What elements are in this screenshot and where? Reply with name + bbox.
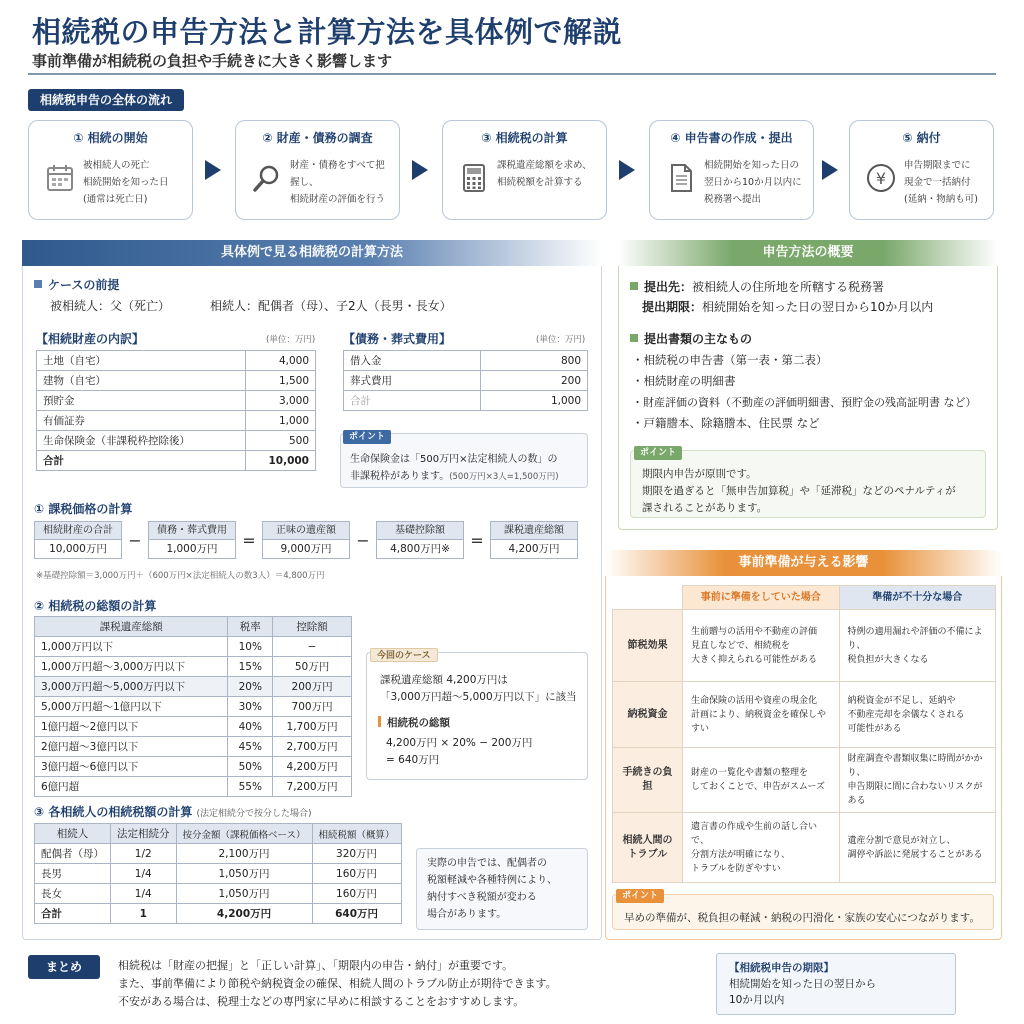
point-text: 課されることがあります。 (642, 502, 768, 514)
table-cell: 6億円超 (35, 777, 228, 797)
flow-step-title: ④ 申告書の作成・提出 (670, 131, 793, 145)
table-row (35, 864, 402, 884)
this-case-line1: 課税遺産総額 4,200万円は (380, 674, 508, 686)
doc-item: ・戸籍謄本、除籍謄本、住民票 など (632, 416, 820, 430)
table-row (37, 391, 316, 411)
doc-item: ・相続税の申告書（第一表・第二表） (632, 353, 828, 367)
table-cell: 2,100万円 (176, 844, 312, 864)
point-label: ポイント (634, 446, 682, 460)
table-cell: 1億円超～2億円以下 (35, 717, 228, 737)
flow-step-5 (849, 120, 994, 220)
table-row (35, 737, 352, 757)
table-cell: 1,700万円 (273, 717, 352, 737)
step2-title: ② 相続税の総額の計算 (34, 599, 157, 613)
table-cell: 15% (228, 657, 273, 677)
table-cell: 生命保険の活用や資産の現金化 計画により、納税資金を確保しやすい (683, 682, 840, 748)
prep-effect-table (612, 585, 996, 883)
flow-arrow-icon (412, 160, 428, 180)
page-title: 相続税の申告方法と計算方法を具体例で解説 (32, 15, 623, 49)
doc-item: ・財産評価の資料（不動産の評価明細書、預貯金の残高証明書 など） (632, 396, 977, 409)
table-cell: 200 (480, 371, 587, 391)
table-cell: 40% (228, 717, 273, 737)
debts-title: 【債務・葬式費用】 (343, 332, 452, 346)
table-row (35, 777, 352, 797)
table-cell: 4,200万円 (176, 904, 312, 924)
flow-step-text: 課税遺産総額を求め、 相続税額を計算する (497, 160, 592, 188)
calc-box: 相続財産の合計 10,000万円 (34, 521, 122, 559)
table-cell: 700万円 (273, 697, 352, 717)
table-cell: 3,000 (246, 391, 316, 411)
table-cell: 1 (111, 904, 177, 924)
case-heirs: 相続人：配偶者（母）、子2人（長男・長女） (210, 299, 452, 313)
assets-title: 【相続財産の内訳】 (36, 332, 145, 346)
filing-overview-heading: 申告方法の概要 (618, 240, 998, 266)
table-row-total (37, 451, 316, 471)
table-cell: 5,000万円超～1億円以下 (35, 697, 228, 717)
table-header-cell: 課税遺産総額 (35, 617, 228, 637)
table-cell: 相続人間の トラブル (613, 813, 683, 883)
doc-item: ・相続財産の明細書 (632, 374, 736, 388)
calculator-icon (457, 161, 491, 195)
flow-step-1 (28, 120, 193, 220)
point-label: ポイント (343, 430, 391, 444)
flow-step-3 (442, 120, 607, 220)
flow-arrow-icon (205, 160, 221, 180)
page-subtitle: 事前準備が相続税の負担や手続きに大きく影響します (32, 52, 393, 70)
table-element (35, 617, 352, 637)
flow-step-text: 相続開始を知った日の 翌日から10か月以内に 税務署へ提出 (704, 160, 802, 205)
point-label: ポイント (616, 889, 664, 903)
this-case-line2: 「3,000万円超～5,000万円以下」に該当 (380, 691, 577, 703)
table-cell: 有価証券 (37, 411, 246, 431)
table-cell: 1,500 (246, 371, 316, 391)
table-cell: 節税効果 (613, 610, 683, 682)
point-text: 期限内申告が原則です。 (642, 468, 757, 480)
table-cell: 55% (228, 777, 273, 797)
table-row (613, 813, 996, 883)
deadline-box: 【相続税申告の期限】 相続開始を知った日の翌日から 10か月以内 (716, 953, 956, 1015)
table-cell: 500 (246, 431, 316, 451)
table-row (37, 371, 316, 391)
table-cell: 準備が不十分な場合 (839, 586, 996, 610)
flow-step-text: 被相続人の死亡 相続開始を知った日 (通常は死亡日) (83, 160, 169, 205)
step1-note: ※基礎控除額＝3,000万円＋（600万円×法定相続人の数3人）＝4,800万円 (36, 571, 325, 581)
table-cell: 1,000 (480, 391, 587, 411)
table-cell: 土地（自宅） (37, 351, 246, 371)
flow-step-2 (235, 120, 400, 220)
flow-step-title: ③ 相続税の計算 (481, 131, 568, 145)
table-cell: 1,050万円 (176, 884, 312, 904)
table-cell: 3億円超～6億円以下 (35, 757, 228, 777)
table-element (613, 586, 996, 610)
point-text: 非課税枠があります。(500万円×3人=1,500万円) (350, 471, 559, 482)
summary-label: まとめ (28, 955, 100, 979)
table-cell: 3,000万円超～5,000万円以下 (35, 677, 228, 697)
table-cell: 1,000万円超～3,000万円以下 (35, 657, 228, 677)
table-cell: 2億円超～3億円以下 (35, 737, 228, 757)
table-cell: 50% (228, 757, 273, 777)
table-cell: 葬式費用 (344, 371, 481, 391)
table-cell: 財産調査や書類収集に時間がかかり、 申告期限に間に合わないリスクがある (839, 748, 996, 813)
table-cell: 4,200万円 (273, 757, 352, 777)
equals-operator: = (242, 530, 256, 550)
rate-table (34, 616, 352, 797)
calc-box: 正味の遺産額 9,000万円 (262, 521, 350, 559)
table-cell: 遺言書の作成や生前の話し合いで、 分割方法が明確になり、 トラブルを防ぎやすい (683, 813, 840, 883)
this-case-label: 今回のケース (370, 648, 438, 662)
table-row (35, 844, 402, 864)
calendar-icon (43, 161, 77, 195)
table-cell: 特例の適用漏れや評価の不備により、 税負担が大きくなる (839, 610, 996, 682)
step3-title: ③ 各相続人の相続税額の計算 (法定相続分で按分した場合) (34, 805, 312, 819)
submit-deadline: 提出期限：相続開始を知った日の翌日から10か月以内 (642, 300, 934, 314)
table-cell: 建物（自宅） (37, 371, 246, 391)
table-header-cell: 税率 (228, 617, 273, 637)
table-row (37, 411, 316, 431)
table-cell: 640万円 (312, 904, 401, 924)
note-box: 実際の申告では、配偶者の 税額軽減や各種特例により、 納付すべき税額が変わる 場合があります。 (416, 848, 588, 930)
table-row (344, 391, 588, 411)
table-cell: 手続きの負担 (613, 748, 683, 813)
table-cell: 200万円 (273, 677, 352, 697)
table-row (344, 371, 588, 391)
table-row (35, 677, 352, 697)
table-cell: 事前に準備をしていた場合 (683, 586, 840, 610)
table-cell (613, 586, 683, 610)
calc-box: 課税遺産総額 4,200万円 (490, 521, 578, 559)
flow-arrow-icon (619, 160, 635, 180)
table-cell: 7,200万円 (273, 777, 352, 797)
table-cell: 800 (480, 351, 587, 371)
table-cell: 長女 (35, 884, 111, 904)
debts-unit: (単位：万円) (536, 335, 586, 345)
table-cell: 1,050万円 (176, 864, 312, 884)
table-cell: 10,000 (246, 451, 316, 471)
minus-operator: − (128, 530, 142, 550)
summary-text: 相続税は「財産の把握」と「正しい計算」、「期限内の申告・納付」が重要です。 また、事前準備により節税や納税資金の確保、相続人間のトラブル防止が期待できます。 不安がある場合は、税理士などの専門家に早めに相談することをおすすめします。 (118, 959, 557, 1008)
step1-title: ① 課税価格の計算 (34, 502, 133, 516)
table-header-cell: 按分金額（課税価格ベース） (176, 824, 312, 844)
table-row (35, 657, 352, 677)
table-cell: 30% (228, 697, 273, 717)
point-text: 生命保険金は「500万円×法定相続人の数」の (350, 454, 558, 465)
table-header-cell: 相続税額（概算） (312, 824, 401, 844)
calc-box: 債務・葬式費用 1,000万円 (148, 521, 236, 559)
table-cell: 納税資金 (613, 682, 683, 748)
document-icon (664, 161, 698, 195)
total-tax-subtitle: 相続税の総額 (378, 715, 450, 730)
table-cell: 45% (228, 737, 273, 757)
table-row (613, 610, 996, 682)
case-decedent: 被相続人：父（死亡） (50, 299, 171, 313)
point-text: 早めの準備が、税負担の軽減・納税の円滑化・家族の安心につながります。 (624, 912, 980, 924)
table-row (613, 748, 996, 813)
flow-step-text: 財産・債務をすべて把握し、 相続財産の評価を行う (290, 160, 386, 205)
table-cell: 1,000 (246, 411, 316, 431)
table-cell: 合計 (35, 904, 111, 924)
table-header-cell: 控除額 (273, 617, 352, 637)
table-row (35, 717, 352, 737)
table-row (613, 682, 996, 748)
table-row (35, 637, 352, 657)
total-tax-result: = 640万円 (386, 754, 440, 766)
table-cell: 預貯金 (37, 391, 246, 411)
yen-icon (864, 161, 898, 195)
flow-step-text: 申告期限までに 現金で一括納付 (延納・物納も可) (904, 160, 978, 205)
table-row (37, 351, 316, 371)
table-cell: 生前贈与の活用や不動産の評価 見直しなどで、相続税を 大きく抑えられる可能性がある (683, 610, 840, 682)
table-row (35, 697, 352, 717)
equals-operator: = (470, 530, 484, 550)
flow-step-title: ⑤ 納付 (902, 131, 941, 145)
table-cell: 借入金 (344, 351, 481, 371)
table-cell: 4,000 (246, 351, 316, 371)
step1-formula (34, 521, 578, 559)
table-cell: 1/2 (111, 844, 177, 864)
flow-step-4 (649, 120, 814, 220)
flow-label: 相続税申告の全体の流れ (28, 89, 184, 111)
table-element (35, 824, 402, 844)
table-cell: 納税資金が不足し、延納や 不動産売却を余儀なくされる 可能性がある (839, 682, 996, 748)
flow-step-title: ① 相続の開始 (73, 131, 148, 145)
table-row (344, 351, 588, 371)
table-cell: 320万円 (312, 844, 401, 864)
table-row-total (35, 904, 402, 924)
table-cell: 1/4 (111, 884, 177, 904)
table-cell: 合計 (344, 391, 481, 411)
point-text: 期限を過ぎると「無申告加算税」や「延滞税」などのペナルティが (642, 485, 956, 497)
table-cell: 50万円 (273, 657, 352, 677)
table-cell: 合計 (37, 451, 246, 471)
table-cell: 10% (228, 637, 273, 657)
table-cell: 長男 (35, 864, 111, 884)
table-cell: 生命保険金（非課税枠控除後） (37, 431, 246, 451)
submit-destination: 提出先：被相続人の住所地を所轄する税務署 (630, 278, 884, 295)
assets-table (36, 350, 316, 471)
table-row (37, 431, 316, 451)
svg-text:¥: ¥ (875, 169, 887, 188)
table-header-cell: 相続人 (35, 824, 111, 844)
table-cell: − (273, 637, 352, 657)
table-cell: 20% (228, 677, 273, 697)
minus-operator: − (356, 530, 370, 550)
table-cell: 配偶者（母） (35, 844, 111, 864)
table-cell: 160万円 (312, 864, 401, 884)
magnifier-icon (250, 161, 284, 195)
flow-step-title: ② 財産・債務の調査 (262, 131, 373, 145)
debts-table (343, 350, 588, 411)
prep-effect-heading: 事前準備が与える影響 (605, 550, 1002, 576)
table-cell: 財産の一覧化や書類の整理を しておくことで、申告がスムーズ (683, 748, 840, 813)
table-row (35, 884, 402, 904)
heir-tax-table (34, 823, 402, 924)
calc-example-heading: 具体例で見る相続税の計算方法 (22, 240, 602, 266)
total-tax-formula: 4,200万円 × 20% − 200万円 (386, 737, 533, 749)
table-cell: 2,700万円 (273, 737, 352, 757)
table-cell: 1/4 (111, 864, 177, 884)
table-header-cell: 法定相続分 (111, 824, 177, 844)
table-cell: 160万円 (312, 884, 401, 904)
table-cell: 1,000万円以下 (35, 637, 228, 657)
case-title: ケースの前提 (34, 276, 119, 293)
calc-box: 基礎控除額 4,800万円※ (376, 521, 464, 559)
flow-arrow-icon (822, 160, 838, 180)
table-row (35, 757, 352, 777)
docs-title: 提出書類の主なもの (630, 330, 752, 347)
table-cell: 遺産分割で意見が対立し、 調停や訴訟に発展することがある (839, 813, 996, 883)
assets-unit: (単位：万円) (266, 335, 316, 345)
title-divider (28, 73, 996, 75)
